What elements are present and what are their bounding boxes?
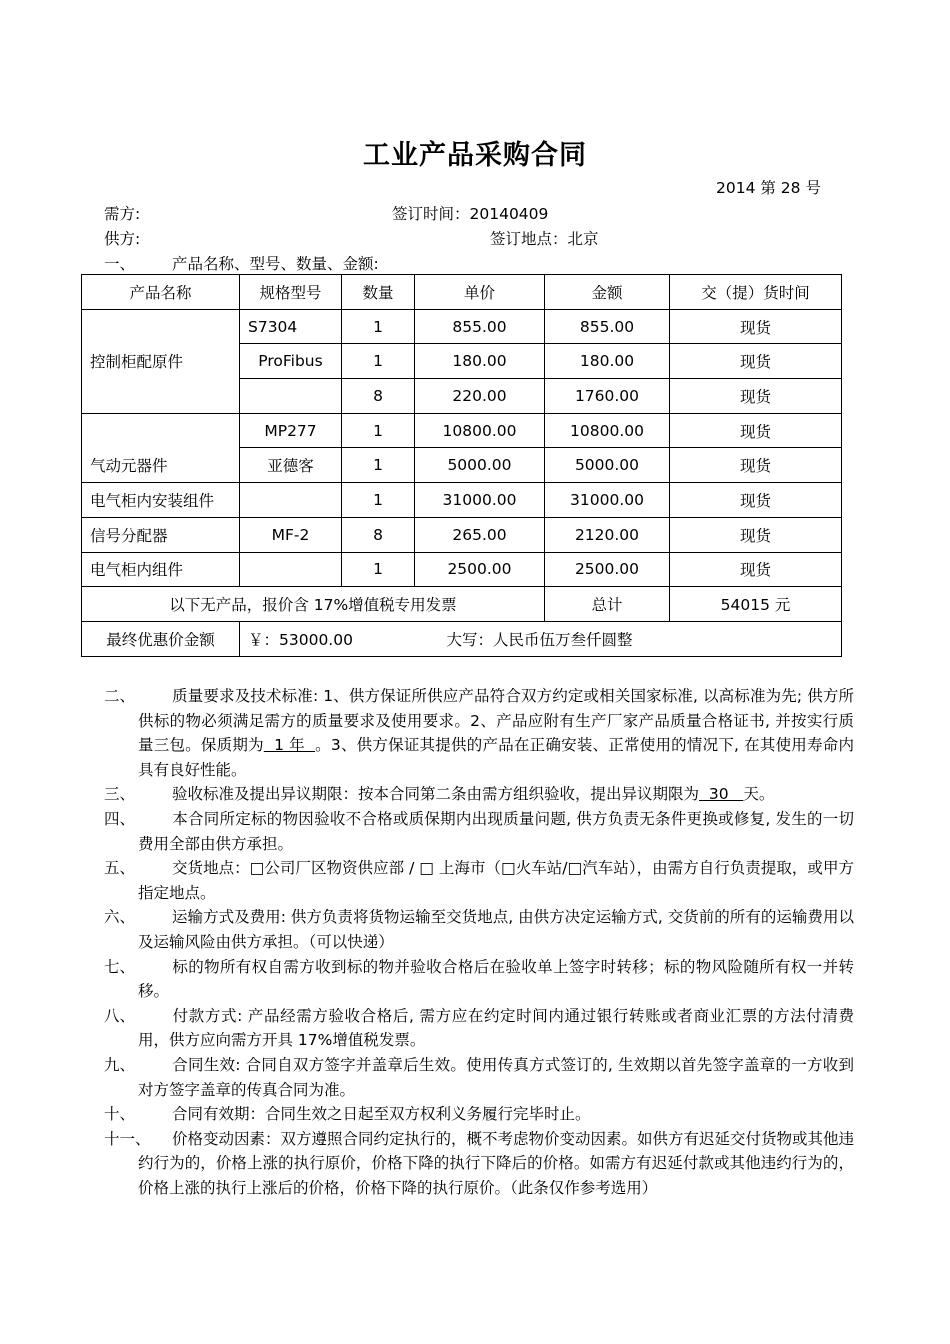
term-number: 五、 xyxy=(104,859,136,878)
delivery-cell: 现货 xyxy=(670,517,842,552)
amount-cell: 31000.00 xyxy=(545,483,670,518)
term-blank: 1 年 xyxy=(263,736,316,755)
table-row xyxy=(82,552,842,587)
model-cell xyxy=(240,483,342,518)
price-cell: 31000.00 xyxy=(415,483,545,518)
term-text: 合同生效: 合同自双方签字并盖章后生效。使用传真方式签订的, 生效期以首先签字盖章的一方收到对方签字盖章的传真合同为准。 xyxy=(138,1055,854,1099)
model-cell xyxy=(240,552,342,587)
price-cell: 855.00 xyxy=(415,309,545,344)
term-number: 四、 xyxy=(104,809,136,828)
term-item xyxy=(104,782,854,807)
term-text: 合同有效期：合同生效之日起至双方权利义务履行完毕时止。 xyxy=(172,1105,591,1124)
term-item xyxy=(104,1004,854,1053)
buyer-label: 需方: xyxy=(104,205,141,223)
amount-cell: 10800.00 xyxy=(545,413,670,448)
term-text: 标的物所有权自需方收到标的物并验收合格后在验收单上签字时转移；标的物风险随所有权一并转移。 xyxy=(138,957,854,1001)
term-text-after: 。3、供方保证其提供的产品在正确安装、正常使用的情况下, 在其使用寿命内具有良好性能。 xyxy=(138,736,854,779)
term-item xyxy=(104,856,854,905)
delivery-cell: 现货 xyxy=(670,309,842,344)
model-cell: MF-2 xyxy=(240,517,342,552)
product-table xyxy=(81,274,842,657)
contract-terms xyxy=(104,684,854,1200)
term-item xyxy=(104,1053,854,1102)
term-item xyxy=(104,955,854,1004)
term-text: 付款方式: 产品经需方验收合格后, 需方应在约定时间内通过银行转账或者商业汇票的方法付清费用，供方应向需方开具 17%增值税发票。 xyxy=(138,1006,854,1050)
product-group-name: 控制柜配原件 xyxy=(82,309,240,413)
amount-cell: 2500.00 xyxy=(545,552,670,587)
term-text: 质量要求及技术标准: 1、供方保证所供应产品符合双方约定或相关国家标准, 以高标准为先; 供方所供标的物必须满足需方的质量要求及使用要求。2、产品应附有生产厂家产品质量合格证书, 并按实行质量三包。保质期为 xyxy=(138,687,854,755)
qty-cell: 1 xyxy=(342,483,415,518)
term-item xyxy=(104,807,854,856)
qty-cell: 1 xyxy=(342,344,415,379)
term-text: 交货地点：□公司厂区物资供应部 / □ 上海市（□火车站/□汽车站），由需方自行负责提取，或甲方指定地点。 xyxy=(138,859,854,902)
term-text: 价格变动因素：双方遵照合同约定执行的，概不考虑物价变动因素。如供方有迟延交付货物或其他违约行为的，价格上涨的执行原价，价格下降的执行下降后的价格。如需方有迟延付款或其他违约行为的，价格上涨的执行上涨后的价格，价格下降的执行原价。（此条仅作参考选用） xyxy=(138,1129,855,1197)
term-number: 八、 xyxy=(104,1006,136,1025)
final-price-label: 最终优惠价金额 xyxy=(82,621,240,656)
term-number: 三、 xyxy=(104,785,136,804)
term-text-after: 天。 xyxy=(743,785,775,804)
product-name-cell: 信号分配器 xyxy=(82,517,240,552)
price-cell: 10800.00 xyxy=(415,413,545,448)
delivery-cell: 现货 xyxy=(670,448,842,483)
section-1-title: 产品名称、型号、数量、金额: xyxy=(172,255,379,273)
column-header: 交（提）货时间 xyxy=(670,275,842,310)
qty-cell: 1 xyxy=(342,309,415,344)
final-price-in-words: 大写：人民币伍万叁仟圆整 xyxy=(415,621,842,656)
price-cell: 5000.00 xyxy=(415,448,545,483)
column-header: 金额 xyxy=(545,275,670,310)
price-cell: 220.00 xyxy=(415,379,545,414)
delivery-cell: 现货 xyxy=(670,344,842,379)
term-number: 六、 xyxy=(104,908,136,927)
table-row xyxy=(82,413,842,448)
term-text: 本合同所定标的物因验收不合格或质保期内出现质量问题, 供方负责无条件更换或修复, 发生的一切费用全部由供方承担。 xyxy=(138,809,854,853)
amount-cell: 2120.00 xyxy=(545,517,670,552)
qty-cell: 1 xyxy=(342,448,415,483)
qty-cell: 8 xyxy=(342,379,415,414)
price-cell: 265.00 xyxy=(415,517,545,552)
term-blank: 30 xyxy=(699,785,744,804)
qty-cell: 1 xyxy=(342,413,415,448)
sign-time: 签订时间：20140409 xyxy=(392,205,549,223)
no-more-products-note: 以下无产品，报价含 17%增值税专用发票 xyxy=(82,587,545,622)
supplier-label: 供方: xyxy=(104,230,141,248)
term-number: 二、 xyxy=(104,687,136,705)
table-header-row xyxy=(82,275,842,310)
model-cell: 亚德客 xyxy=(240,448,342,483)
qty-cell: 8 xyxy=(342,517,415,552)
delivery-cell: 现货 xyxy=(670,379,842,414)
total-label: 总计 xyxy=(545,587,670,622)
model-cell: MP277 xyxy=(240,413,342,448)
final-price-amount: ￥：53000.00 xyxy=(240,621,415,656)
amount-cell: 5000.00 xyxy=(545,448,670,483)
term-item xyxy=(104,1127,854,1201)
product-name-cell: 电气柜内安装组件 xyxy=(82,483,240,518)
term-number: 十一、 xyxy=(104,1129,151,1148)
column-header: 单价 xyxy=(415,275,545,310)
term-text: 验收标准及提出异议期限：按本合同第二条由需方组织验收，提出异议期限为 xyxy=(172,785,700,804)
model-cell: ProFibus xyxy=(240,344,342,379)
delivery-cell: 现货 xyxy=(670,413,842,448)
document-number: 2014 第 28 号 xyxy=(716,179,821,197)
model-cell: S7304 xyxy=(240,309,342,344)
price-cell: 2500.00 xyxy=(415,552,545,587)
term-text: 运输方式及费用: 供方负责将货物运输至交货地点, 由供方决定运输方式, 交货前的所有的运输费用以及运输风险由供方承担。（可以快递） xyxy=(138,908,854,951)
product-group-name: 气动元器件 xyxy=(82,413,240,482)
term-number: 十、 xyxy=(104,1105,136,1124)
page-title: 工业产品采购合同 xyxy=(363,140,587,171)
delivery-cell: 现货 xyxy=(670,483,842,518)
term-number: 九、 xyxy=(104,1055,136,1074)
qty-cell: 1 xyxy=(342,552,415,587)
summary-row xyxy=(82,587,842,622)
amount-cell: 180.00 xyxy=(545,344,670,379)
term-number: 七、 xyxy=(104,957,136,976)
term-item xyxy=(104,684,854,782)
column-header: 数量 xyxy=(342,275,415,310)
sign-place: 签订地点：北京 xyxy=(490,230,599,248)
table-row xyxy=(82,517,842,552)
section-1-number: 一、 xyxy=(104,255,136,273)
final-price-row xyxy=(82,621,842,656)
price-cell: 180.00 xyxy=(415,344,545,379)
amount-cell: 1760.00 xyxy=(545,379,670,414)
total-value: 54015 元 xyxy=(670,587,842,622)
delivery-cell: 现货 xyxy=(670,552,842,587)
term-item xyxy=(104,905,854,954)
model-cell xyxy=(240,379,342,414)
column-header: 规格型号 xyxy=(240,275,342,310)
table-row xyxy=(82,483,842,518)
column-header: 产品名称 xyxy=(82,275,240,310)
amount-cell: 855.00 xyxy=(545,309,670,344)
product-name-cell: 电气柜内组件 xyxy=(82,552,240,587)
term-item xyxy=(104,1102,854,1127)
table-row xyxy=(82,309,842,344)
